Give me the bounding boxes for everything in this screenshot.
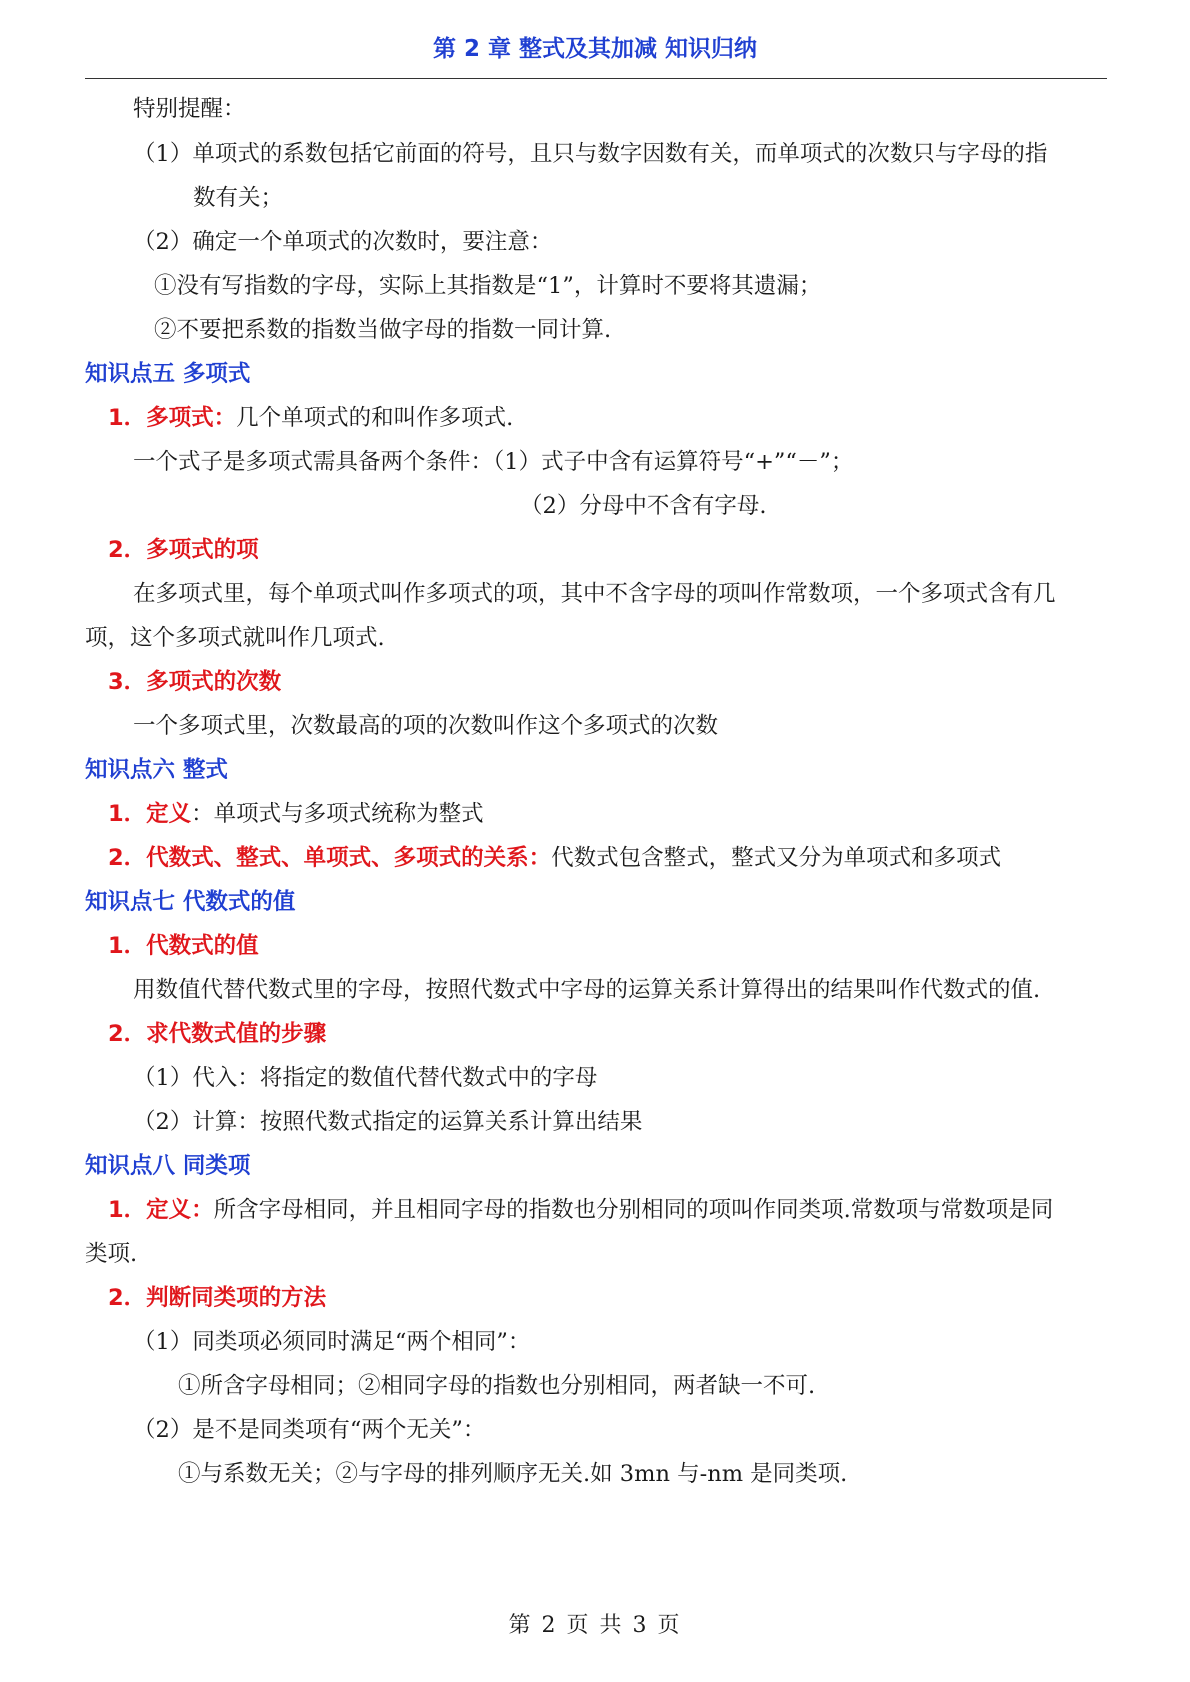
section-heading: [108, 1281, 326, 1315]
section-heading: [85, 357, 250, 391]
text-line: [178, 1457, 847, 1491]
subsection-label: 2．求代数式值的步骤: [108, 1021, 327, 1047]
page-header-title: 第 2 章 整式及其加减 知识归纳: [432, 36, 758, 62]
text-line: [133, 445, 853, 479]
section-heading: [85, 753, 228, 787]
knowledge-point-title: 知识点八 同类项: [85, 1153, 251, 1179]
header-rule: [85, 78, 1107, 79]
text-line: [520, 489, 766, 523]
line-text: ①所含字母相同；②相同字母的指数也分别相同，两者缺一不可.: [178, 1373, 816, 1399]
text-line: [133, 577, 1056, 611]
line-text: （2）分母中不含有字母.: [520, 493, 767, 519]
knowledge-point-title: 知识点六 整式: [85, 757, 228, 783]
line-text: 项，这个多项式就叫作几项式.: [85, 625, 385, 651]
section-heading: [108, 1017, 326, 1051]
section-heading: [108, 929, 259, 963]
text-line: [133, 1105, 642, 1139]
subsection-label: 1．多项式：: [108, 405, 237, 431]
section-heading: [108, 665, 281, 699]
subsection-label: 1．定义：: [108, 1197, 214, 1223]
section-heading: [85, 885, 295, 919]
line-text: 代数式包含整式，整式又分为单项式和多项式: [551, 845, 1002, 871]
knowledge-point-title: 知识点七 代数式的值: [85, 889, 296, 915]
line-text: 特别提醒：: [133, 96, 246, 122]
text-line: [133, 1325, 530, 1359]
text-line: [154, 313, 611, 347]
line-text: 数有关；: [193, 185, 284, 211]
text-line: [108, 401, 513, 435]
line-text: ：单项式与多项式统称为整式: [191, 801, 484, 827]
line-text: （1）同类项必须同时满足“两个相同”：: [133, 1329, 531, 1355]
text-line: [108, 1193, 1053, 1227]
subsection-label: 2．代数式、整式、单项式、多项式的关系：: [108, 845, 552, 871]
line-text: （2）计算：按照代数式指定的运算关系计算出结果: [133, 1109, 643, 1135]
line-text: 类项.: [85, 1241, 138, 1267]
line-text: （1）单项式的系数包括它前面的符号，且只与数字因数有关，而单项式的次数只与字母的指: [133, 141, 1048, 167]
subsection-label: 2．多项式的项: [108, 537, 259, 563]
text-line: [133, 973, 1040, 1007]
text-line: [133, 1413, 485, 1447]
subsection-label: 2．判断同类项的方法: [108, 1285, 327, 1311]
text-line: [108, 841, 1001, 875]
line-text: ②不要把系数的指数当做字母的指数一同计算.: [154, 317, 612, 343]
text-line: [133, 137, 1047, 171]
text-line: [133, 709, 718, 743]
text-line: [133, 225, 552, 259]
text-line: [85, 621, 385, 655]
text-line: [108, 797, 484, 831]
text-line: [85, 1237, 137, 1271]
page-footer: 第 2 页 共 3 页: [508, 1613, 682, 1638]
text-line: [193, 181, 283, 215]
line-text: （1）代入：将指定的数值代替代数式中的字母: [133, 1065, 598, 1091]
text-line: [133, 92, 246, 126]
subsection-label: 1．代数式的值: [108, 933, 259, 959]
line-text: 一个式子是多项式需具备两个条件：（1）式子中含有运算符号“+”“－”；: [133, 449, 854, 475]
text-line: [133, 1061, 597, 1095]
line-text: 用数值代替代数式里的字母，按照代数式中字母的运算关系计算得出的结果叫作代数式的值.: [133, 977, 1041, 1003]
line-text: （2）确定一个单项式的次数时，要注意：: [133, 229, 553, 255]
section-heading: [85, 1149, 250, 1183]
line-text: 几个单项式的和叫作多项式.: [236, 405, 514, 431]
line-text: 在多项式里，每个单项式叫作多项式的项，其中不含字母的项叫作常数项，一个多项式含有几: [133, 581, 1056, 607]
line-text: 一个多项式里，次数最高的项的次数叫作这个多项式的次数: [133, 713, 719, 739]
text-line: [178, 1369, 815, 1403]
subsection-label: 1．定义: [108, 801, 192, 827]
line-text: ①与系数无关；②与字母的排列顺序无关.如 3mn 与-nm 是同类项.: [178, 1461, 848, 1487]
section-heading: [108, 533, 259, 567]
text-line: [154, 269, 821, 303]
knowledge-point-title: 知识点五 多项式: [85, 361, 251, 387]
line-text: ①没有写指数的字母，实际上其指数是“1”，计算时不要将其遗漏；: [154, 273, 822, 299]
subsection-label: 3．多项式的次数: [108, 669, 282, 695]
line-text: 所含字母相同，并且相同字母的指数也分别相同的项叫作同类项.常数项与常数项是同: [213, 1197, 1054, 1223]
line-text: （2）是不是同类项有“两个无关”：: [133, 1417, 486, 1443]
